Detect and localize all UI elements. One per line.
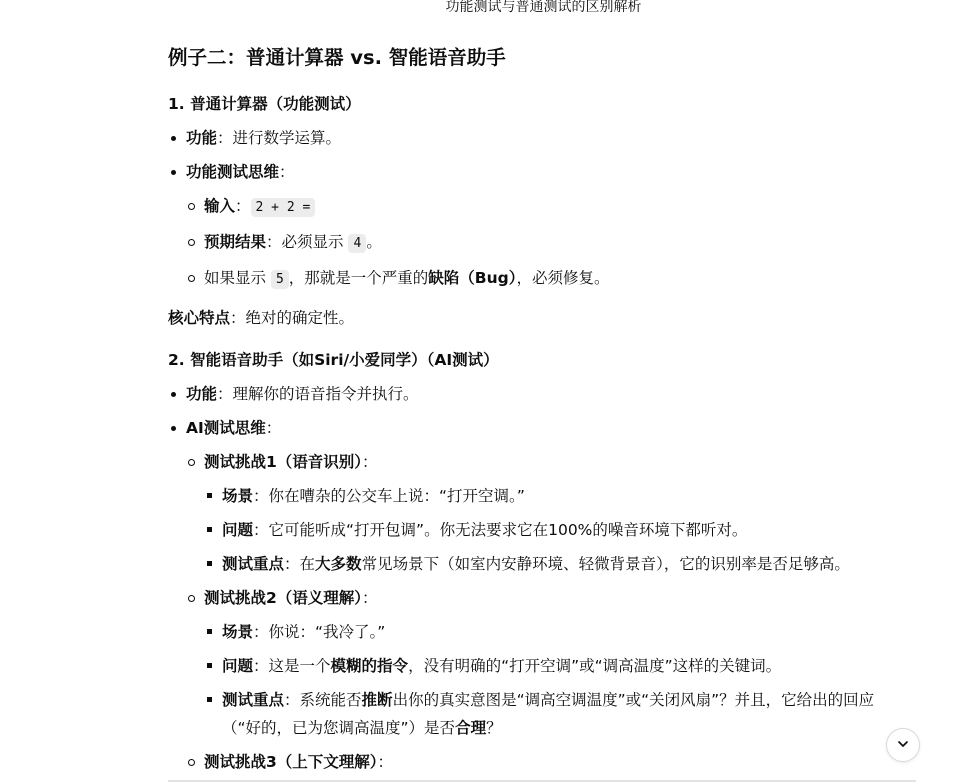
ifshow-post: ，必须修复。 bbox=[516, 269, 610, 287]
list-item: 功能：进行数学运算。 bbox=[168, 124, 908, 152]
focus-label: 测试重点 bbox=[222, 691, 285, 709]
list-item: AI测试思维： 测试挑战1（语音识别）： 场景：你在嘈杂的公交车上说：“打开空调。” 问题：它可能听成“打开包调”。你无法要求它在100%的噪音环境下都听对。 测试重点：在大多数常见场景下（如室内安静环境、轻微背景音），它的识别率是否足够高。 测试挑战2（语义理解）： 场景：你说：“我冷了。” 问题：这是一个模糊的指令，没有明确的“打开空调”或“调高温度”这样的关键词。 测试重点：系统能否推断出你的真实意图是“调高空调温度”或“关闭风扇”？并且，它给出的回应（“好的，已为您调高温度”）是否合理？ 测试挑战3（上下文理解）： bbox=[168, 414, 908, 776]
challenge-details bbox=[204, 482, 908, 578]
focus-mid: 出你的真实意图是“调高空调温度”或“关闭风扇”？并且，它给出的回应（“好的，已为您调高温度”）是否 bbox=[222, 691, 875, 737]
expected-post: 。 bbox=[366, 233, 382, 251]
list-item: 功能：理解你的语音指令并执行。 bbox=[168, 380, 908, 408]
section1-list bbox=[168, 124, 908, 294]
focus-text: 在 bbox=[299, 555, 316, 573]
focus-emphasis: 大多数 bbox=[315, 555, 362, 573]
expected-text: 必须显示 bbox=[281, 233, 344, 251]
list-item: 测试重点：在大多数常见场景下（如室内安静环境、轻微背景音），它的识别率是否足够高。 bbox=[204, 550, 908, 578]
bug-emphasis: 缺陷（Bug） bbox=[428, 269, 517, 287]
focus-emphasis: 推断 bbox=[361, 691, 393, 709]
problem-label: 问题 bbox=[222, 657, 254, 675]
list-item bbox=[186, 264, 908, 294]
list-item: 测试重点：系统能否推断出你的真实意图是“调高空调温度”或“关闭风扇”？并且，它给出的回应（“好的，已为您调高温度”）是否合理？ bbox=[204, 686, 908, 742]
section1-title: 1. 普通计算器（功能测试） bbox=[168, 95, 361, 113]
scene-label: 场景 bbox=[222, 623, 254, 641]
scroll-to-bottom-button[interactable] bbox=[886, 728, 920, 762]
scene-text: 你在嘈杂的公交车上说：“打开空调。” bbox=[268, 487, 525, 505]
ifshow-code: 5 bbox=[271, 270, 289, 289]
problem-emphasis: 模糊的指令 bbox=[330, 657, 409, 675]
function-text: 进行数学运算。 bbox=[232, 129, 342, 147]
focus-text: 系统能否 bbox=[299, 691, 362, 709]
problem-post: ，没有明确的“打开空调”或“调高温度”这样的关键词。 bbox=[408, 657, 782, 675]
core-text: 绝对的确定性。 bbox=[245, 309, 355, 327]
challenges-list bbox=[186, 448, 908, 776]
conversation-title: 功能测试与普通测试的区别解析 bbox=[445, 0, 642, 15]
example-heading: 例子二：普通计算器 vs. 智能语音助手 bbox=[168, 46, 506, 69]
challenge-title: 测试挑战3（上下文理解） bbox=[204, 753, 378, 771]
focus-post: 常见场景下（如室内安静环境、轻微背景音），它的识别率是否足够高。 bbox=[361, 555, 850, 573]
expected-code: 4 bbox=[348, 234, 366, 253]
input-code: 2 + 2 = bbox=[251, 198, 316, 217]
problem-label: 问题 bbox=[222, 521, 254, 539]
input-label: 输入 bbox=[204, 197, 236, 215]
core-label: 核心特点 bbox=[168, 309, 231, 327]
function-label: 功能 bbox=[186, 385, 218, 403]
section2-list bbox=[168, 380, 908, 776]
list-item: 功能测试思维： 输入： 2 + 2 = 预期结果：必须显示 4 。 如果显示 5 ，那就是一个严重的缺陷（Bug），必须修复。 bbox=[168, 158, 908, 294]
challenge-item: 测试挑战3（上下文理解）： bbox=[186, 748, 908, 776]
challenge-item: 测试挑战1（语音识别）： 场景：你在嘈杂的公交车上说：“打开空调。” 问题：它可能听成“打开包调”。你无法要求它在100%的噪音环境下都听对。 测试重点：在大多数常见场景下（如室内安静环境、轻微背景音），它的识别率是否足够高。 bbox=[186, 448, 908, 578]
challenge-item: 测试挑战2（语义理解）： 场景：你说：“我冷了。” 问题：这是一个模糊的指令，没有明确的“打开空调”或“调高温度”这样的关键词。 测试重点：系统能否推断出你的真实意图是“调高空调温度”或“关闭风扇”？并且，它给出的回应（“好的，已为您调高温度”）是否合理？ bbox=[186, 584, 908, 742]
ai-mindset-label: AI测试思维 bbox=[186, 419, 266, 437]
ifshow-text: 如果显示 bbox=[204, 269, 267, 287]
scene-label: 场景 bbox=[222, 487, 254, 505]
problem-text: 这是一个 bbox=[268, 657, 331, 675]
core-feature: 核心特点：绝对的确定性。 bbox=[168, 309, 355, 327]
list-item: 输入： 2 + 2 = bbox=[186, 192, 908, 222]
challenge-details bbox=[204, 618, 908, 742]
expected-label: 预期结果 bbox=[204, 233, 267, 251]
mindset-sublist bbox=[186, 192, 908, 294]
assistant-message bbox=[168, 42, 908, 782]
focus-label: 测试重点 bbox=[222, 555, 285, 573]
focus-emphasis-2: 合理 bbox=[455, 719, 487, 737]
challenge-title: 测试挑战1（语音识别） bbox=[204, 453, 363, 471]
mindset-label: 功能测试思维 bbox=[186, 163, 280, 181]
section2-title: 2. 智能语音助手（如Siri/小爱同学）（AI测试） bbox=[168, 351, 499, 369]
focus-post: ？ bbox=[486, 719, 502, 737]
scene-text: 你说：“我冷了。” bbox=[268, 623, 386, 641]
problem-text: 它可能听成“打开包调”。你无法要求它在100%的噪音环境下都听对。 bbox=[268, 521, 748, 539]
list-item: 问题：它可能听成“打开包调”。你无法要求它在100%的噪音环境下都听对。 bbox=[204, 516, 908, 544]
list-item: 预期结果：必须显示 4 。 bbox=[186, 228, 908, 258]
function-label: 功能 bbox=[186, 129, 218, 147]
challenge-title: 测试挑战2（语义理解） bbox=[204, 589, 363, 607]
list-item: 问题：这是一个模糊的指令，没有明确的“打开空调”或“调高温度”这样的关键词。 bbox=[204, 652, 908, 680]
chevron-down-icon bbox=[896, 736, 910, 755]
ifshow-mid: ，那就是一个严重的 bbox=[288, 269, 429, 287]
list-item: 场景：你说：“我冷了。” bbox=[204, 618, 908, 646]
list-item: 场景：你在嘈杂的公交车上说：“打开空调。” bbox=[204, 482, 908, 510]
function-text: 理解你的语音指令并执行。 bbox=[232, 385, 419, 403]
